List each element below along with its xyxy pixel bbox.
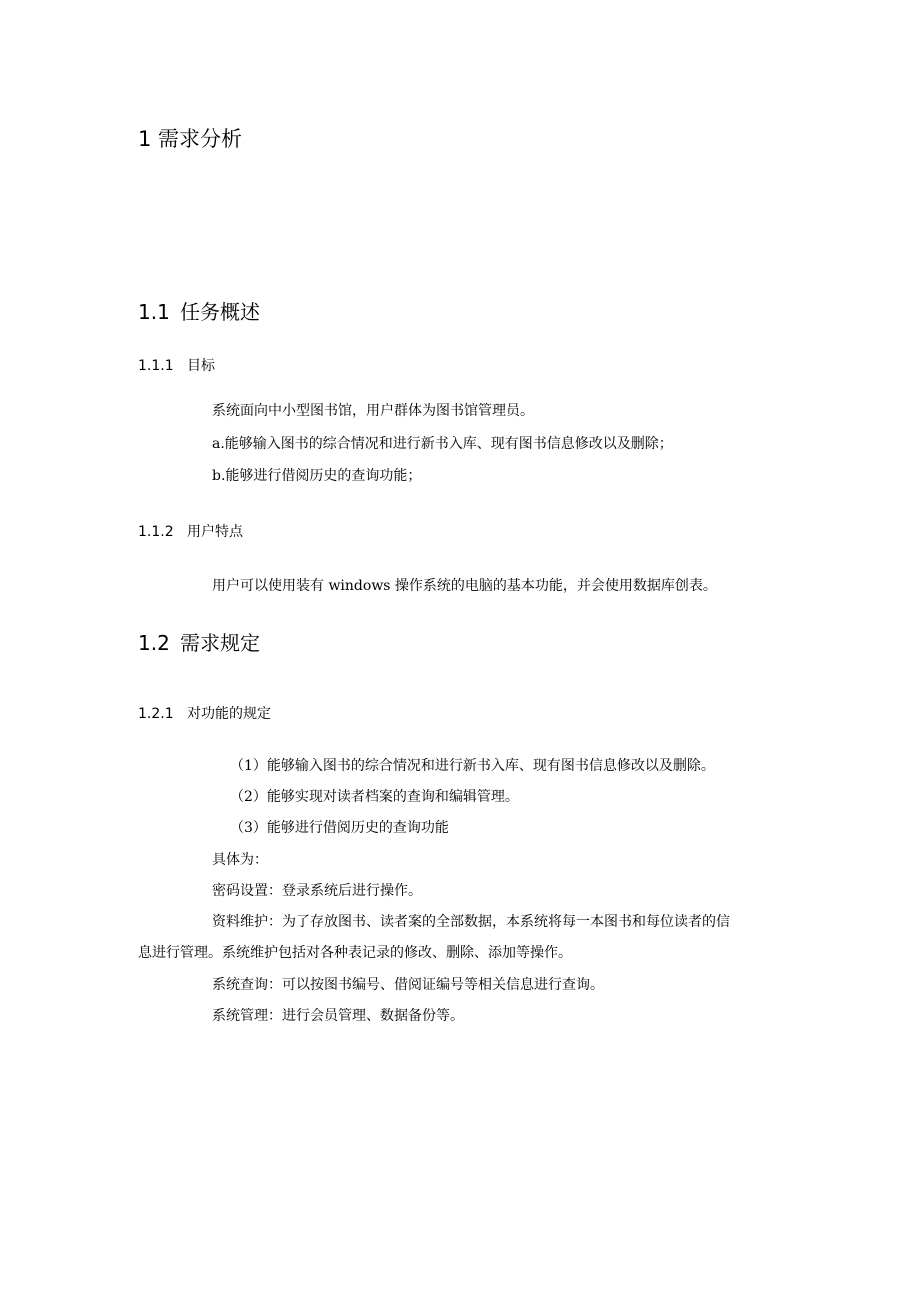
section-number: 1.2.1 bbox=[138, 706, 174, 722]
section-number: 1.1 bbox=[138, 300, 170, 324]
function-item: （2）能够实现对读者档案的查询和编辑管理。 bbox=[230, 789, 519, 805]
section-title: 对功能的规定 bbox=[187, 706, 271, 722]
section-number: 1.1.2 bbox=[138, 524, 174, 540]
function-item: （3）能够进行借阅历史的查询功能 bbox=[230, 820, 449, 836]
detail-query: 系统查询：可以按图书编号、借阅证编号等相关信息进行查询。 bbox=[212, 977, 604, 993]
detail-manage: 系统管理：进行会员管理、数据备份等。 bbox=[212, 1008, 464, 1024]
heading-user-characteristics bbox=[138, 521, 243, 543]
function-item: （1）能够输入图书的综合情况和进行新书入库、现有图书信息修改以及删除。 bbox=[230, 758, 715, 774]
detail-password: 密码设置：登录系统后进行操作。 bbox=[212, 883, 422, 899]
goal-line: a.能够输入图书的综合情况和进行新书入库、现有图书信息修改以及删除； bbox=[212, 436, 673, 452]
heading-task-overview bbox=[138, 297, 260, 327]
heading-requirements-spec bbox=[138, 628, 260, 658]
section-title: 需求规定 bbox=[180, 631, 260, 655]
section-title: 目标 bbox=[187, 358, 215, 374]
detail-maintain: 资料维护：为了存放图书、读者案的全部数据，本系统将每一本图书和每位读者的信 bbox=[212, 914, 730, 930]
goal-line: 系统面向中小型图书馆，用户群体为图书馆管理员。 bbox=[212, 403, 534, 419]
section-number: 1.2 bbox=[138, 631, 170, 655]
section-title: 用户特点 bbox=[187, 524, 243, 540]
section-title: 任务概述 bbox=[180, 300, 260, 324]
heading-requirements-analysis: 1 需求分析 bbox=[138, 127, 243, 151]
detail-maintain-continued: 息进行管理。系统维护包括对各种表记录的修改、删除、添加等操作。 bbox=[138, 945, 572, 961]
detail-intro: 具体为： bbox=[212, 852, 268, 868]
goal-line: b.能够进行借阅历史的查询功能； bbox=[212, 468, 422, 484]
heading-function-spec bbox=[138, 703, 271, 725]
heading-goal bbox=[138, 355, 215, 377]
section-number: 1.1.1 bbox=[138, 358, 174, 374]
user-characteristics-text: 用户可以使用装有 windows 操作系统的电脑的基本功能，并会使用数据库创表。 bbox=[212, 578, 717, 594]
